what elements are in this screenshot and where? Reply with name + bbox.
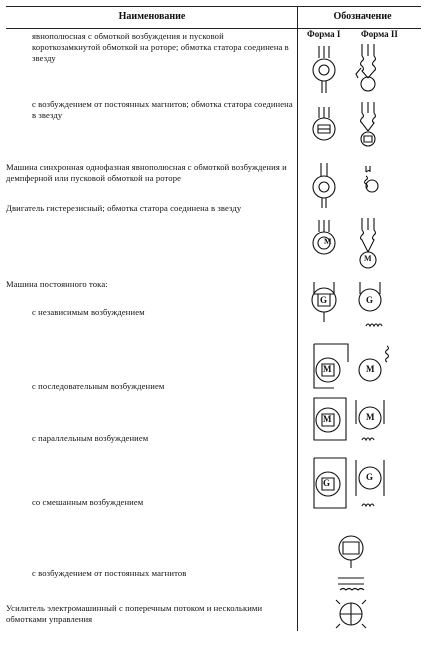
row-11-text: Усилитель электромашинный с поперечным потоком и несколькими обмотками управления bbox=[6, 603, 263, 624]
row-2-text: с возбуждением от постоянных магнитов; обмотка статора соединена в звезду bbox=[32, 99, 293, 120]
row-8-text: с параллельным возбуждением bbox=[32, 433, 149, 443]
symbol-letter-m-2: М bbox=[366, 364, 375, 374]
form-label-1: Форма I bbox=[307, 29, 341, 39]
header-symbol-column: Обозначение bbox=[333, 11, 392, 22]
symbol-letter-g-2: G bbox=[366, 295, 374, 305]
sync-machine-form2-symbol bbox=[356, 44, 376, 91]
symbol-letter-m-4: М bbox=[366, 412, 375, 422]
symbol-letter-g-3: G bbox=[323, 478, 331, 488]
symbol-letter-m-1: М bbox=[323, 364, 332, 374]
dc-pm-symbol bbox=[339, 536, 363, 568]
dc-compound-form2-symbol bbox=[356, 460, 384, 506]
symbol-letter-m-3: М bbox=[323, 414, 332, 424]
row-9-text: со смешанным возбуждением bbox=[32, 497, 144, 507]
row-4-text: Двигатель гистерезисный; обмотка статора соединена в звезду bbox=[6, 203, 242, 213]
header-name-column: Наименование bbox=[118, 11, 186, 22]
form-label-2: Форма II bbox=[361, 29, 398, 39]
symbol-letter-m-5: М bbox=[324, 237, 332, 246]
amplidyne-symbol bbox=[336, 578, 366, 628]
pm-sync-form1-symbol bbox=[313, 107, 335, 140]
row-6-text: с независимым возбуждением bbox=[32, 307, 145, 317]
symbol-letter-m-6: М bbox=[364, 254, 372, 263]
single-phase-sync-form1-symbol bbox=[313, 163, 335, 208]
row-1-text: явнополюсная с обмоткой возбуждения и пусковой короткозамкнутой обмоткой на роторе; обмотка статора соединена в звезду bbox=[32, 31, 289, 63]
table-header bbox=[6, 6, 421, 29]
pm-sync-form2-symbol bbox=[361, 102, 376, 146]
row-5-text: Машина постоянного тока: bbox=[6, 279, 108, 289]
row-3-text: Машина синхронная однофазная явнополюсная с обмоткой возбуждения и демпферной или пусковой обмоткой на роторе bbox=[6, 162, 287, 183]
symbols-column bbox=[298, 27, 425, 637]
single-phase-sync-form2-symbol bbox=[365, 166, 379, 192]
sync-machine-form1-symbol bbox=[313, 46, 335, 93]
row-7-text: с последовательным возбуждением bbox=[32, 381, 165, 391]
row-10-text: с возбуждением от постоянных магнитов bbox=[32, 568, 187, 578]
symbol-letter-g-1: G bbox=[320, 295, 328, 305]
symbol-letter-g-4: G bbox=[366, 472, 374, 482]
